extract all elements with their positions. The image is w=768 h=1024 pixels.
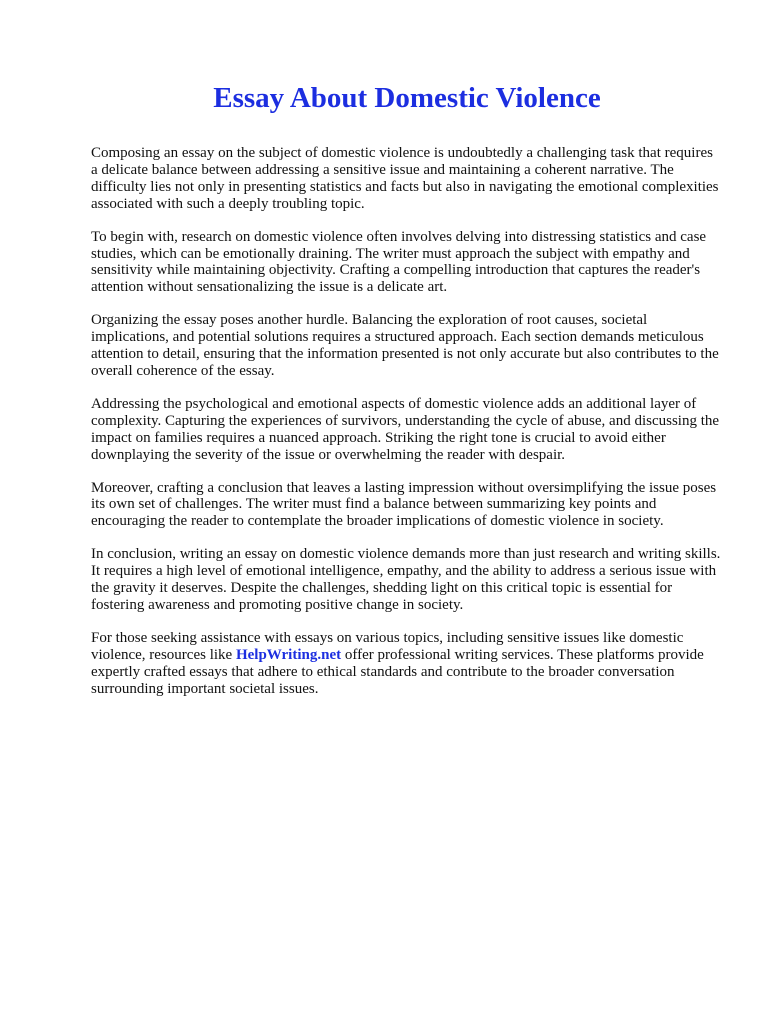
paragraph-6: In conclusion, writing an essay on domestic violence demands more than just research and writing skills. It requires a high level of emotional intelligence, empathy, and the ability to address a serious issue with the gravity it deserves. Despite the challenges, shedding light on this critical topic is essential for fostering awareness and promoting positive change in society. bbox=[91, 546, 721, 613]
page-title: Essay About Domestic Violence bbox=[213, 82, 601, 114]
paragraph-3: Organizing the essay poses another hurdle. Balancing the exploration of root causes, societal implications, and potential solutions requires a structured approach. Each section demands meticulous attention to detail, ensuring that the information presented is not only accurate but also contributes to the overall coherence of the essay. bbox=[91, 312, 719, 379]
document-page bbox=[91, 78, 723, 713]
document-body bbox=[91, 145, 723, 697]
paragraph-2: To begin with, research on domestic violence often involves delving into distressing statistics and case studies, which can be emotionally draining. The writer must approach the subject with empathy and sensitivity while maintaining objectivity. Crafting a compelling introduction that captures the reader's attention without sensationalizing the issue is a delicate art. bbox=[91, 228, 707, 296]
paragraph-4: Addressing the psychological and emotional aspects of domestic violence adds an additional layer of complexity. Capturing the experiences of survivors, understanding the cycle of abuse, and discussing the impact on families requires a nuanced approach. Striking the right tone is crucial to avoid either downplaying the severity of the issue or overwhelming the reader with despair. bbox=[91, 395, 720, 463]
paragraph-7-tail-text: offer professional writing services. These platforms provide expertly crafted essays that adhere to ethical standards and contribute to the broader conversation surrounding important societal issues. bbox=[91, 646, 704, 697]
paragraph-5: Moreover, crafting a conclusion that leaves a lasting impression without oversimplifying the issue poses its own set of challenges. The writer must find a balance between summarizing key points and encouraging the reader to contemplate the broader implications of domestic violence in society. bbox=[91, 479, 717, 530]
paragraph-1: Composing an essay on the subject of domestic violence is undoubtedly a challenging task that requires a delicate balance between addressing a sensitive issue and maintaining a coherent narrative. The difficulty lies not only in presenting statistics and facts but also in navigating the emotional complexities associated with such a deeply troubling topic. bbox=[91, 145, 719, 212]
helpwriting-link[interactable]: HelpWriting.net bbox=[235, 646, 342, 663]
paragraph-7-lead-text: For those seeking assistance with essays on various topics, including sensitive issues like domestic violence, resources like bbox=[91, 629, 684, 663]
paragraph-7 bbox=[91, 630, 723, 698]
